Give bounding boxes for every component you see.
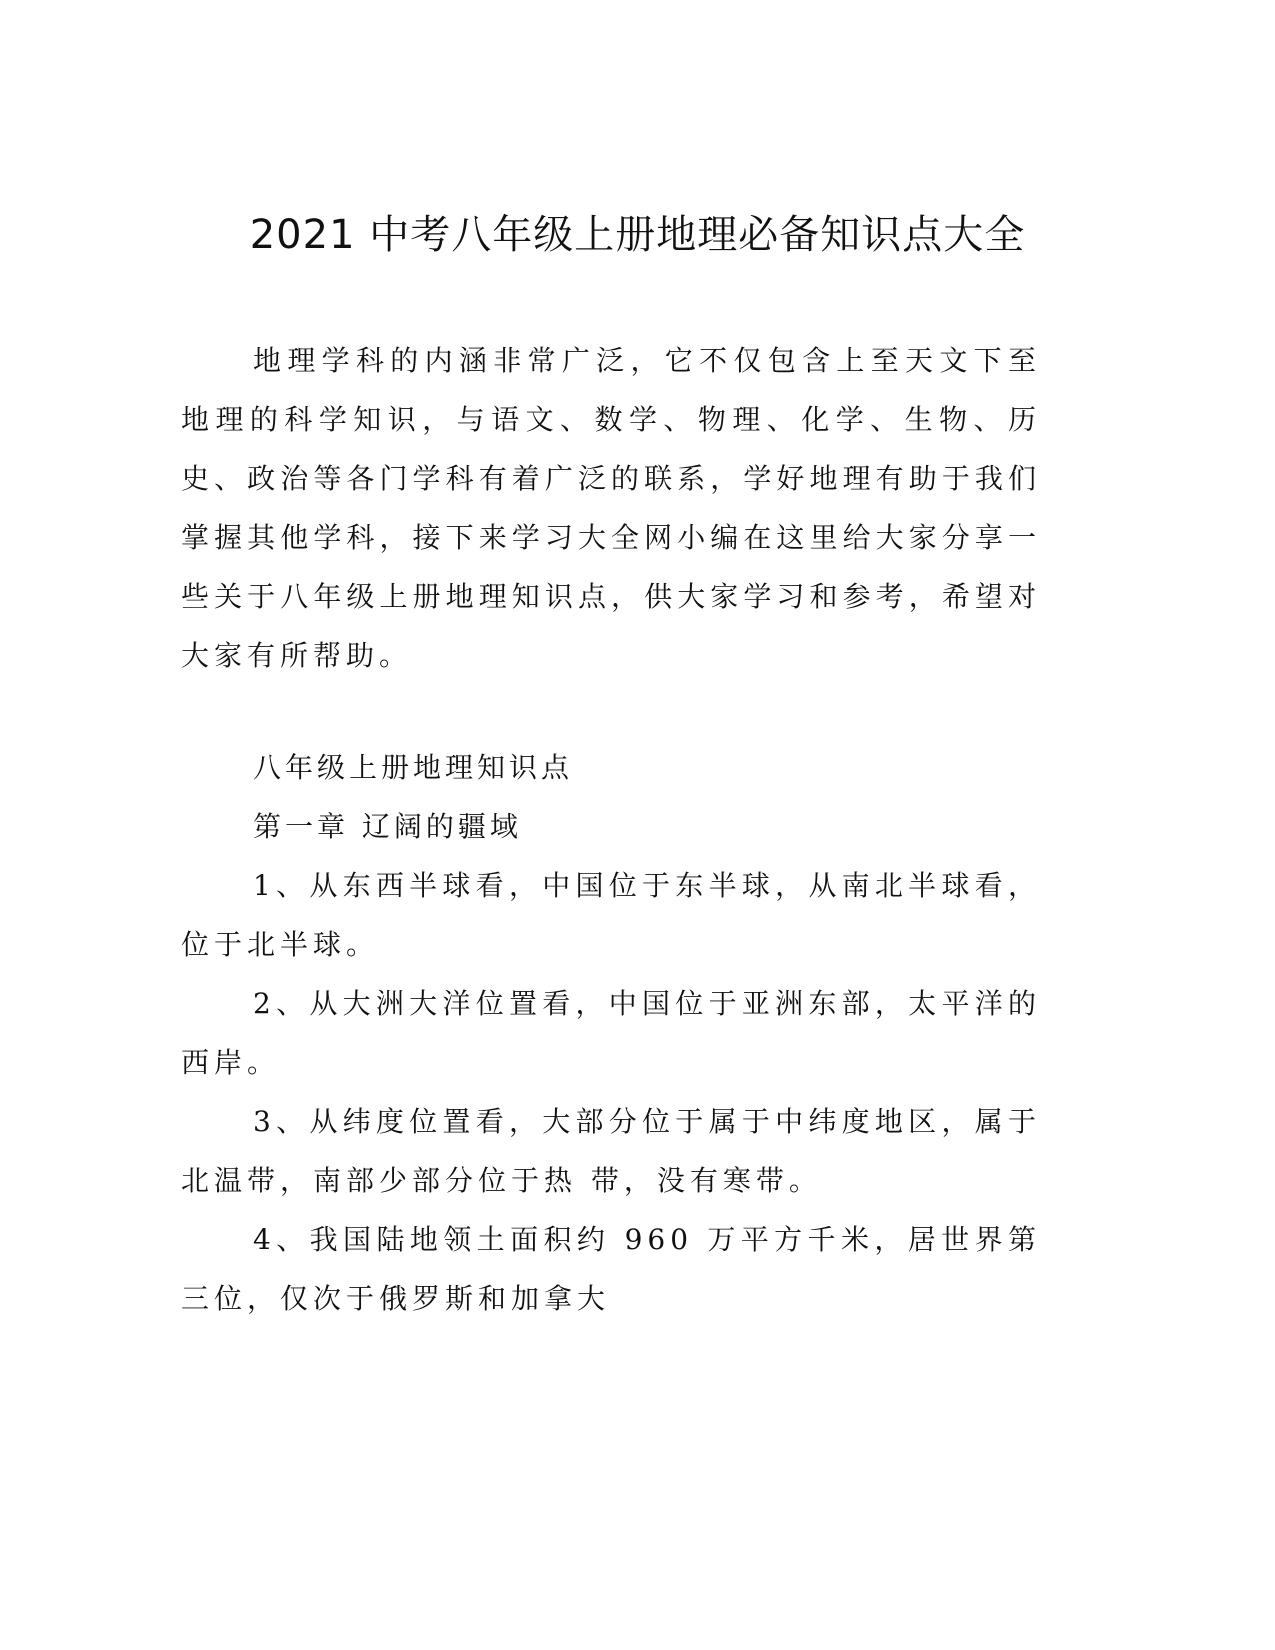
list-item: 4、我国陆地领土面积约 960 万平方千米，居世界第三位，仅次于俄罗斯和加拿大 — [181, 1223, 1041, 1315]
list-item: 2、从大洲大洋位置看，中国位于亚洲东部，太平洋的西岸。 — [181, 987, 1041, 1079]
list-item: 3、从纬度位置看，大部分位于属于中纬度地区，属于北温带，南部少部分位于热 带，没有寒带。 — [181, 1105, 1041, 1197]
list-item: 1、从东西半球看，中国位于东半球，从南北半球看，位于北半球。 — [181, 869, 1041, 961]
chapter-heading: 第一章 辽阔的疆域 — [253, 810, 522, 843]
section-heading: 八年级上册地理知识点 — [253, 751, 574, 784]
intro-paragraph: 地理学科的内涵非常广泛，它不仅包含上至天文下至地理的科学知识，与语文、数学、物理、化学、生物、历史、政治等各门学科有着广泛的联系，学好地理有助于我们掌握其他学科，接下来学习大全网小编在这里给大家分享一些关于八年级上册地理知识点，供大家学习和参考，希望对大家有所帮助。 — [181, 344, 1041, 672]
document-title: 2021 中考八年级上册地理必备知识点大全 — [249, 212, 1026, 258]
